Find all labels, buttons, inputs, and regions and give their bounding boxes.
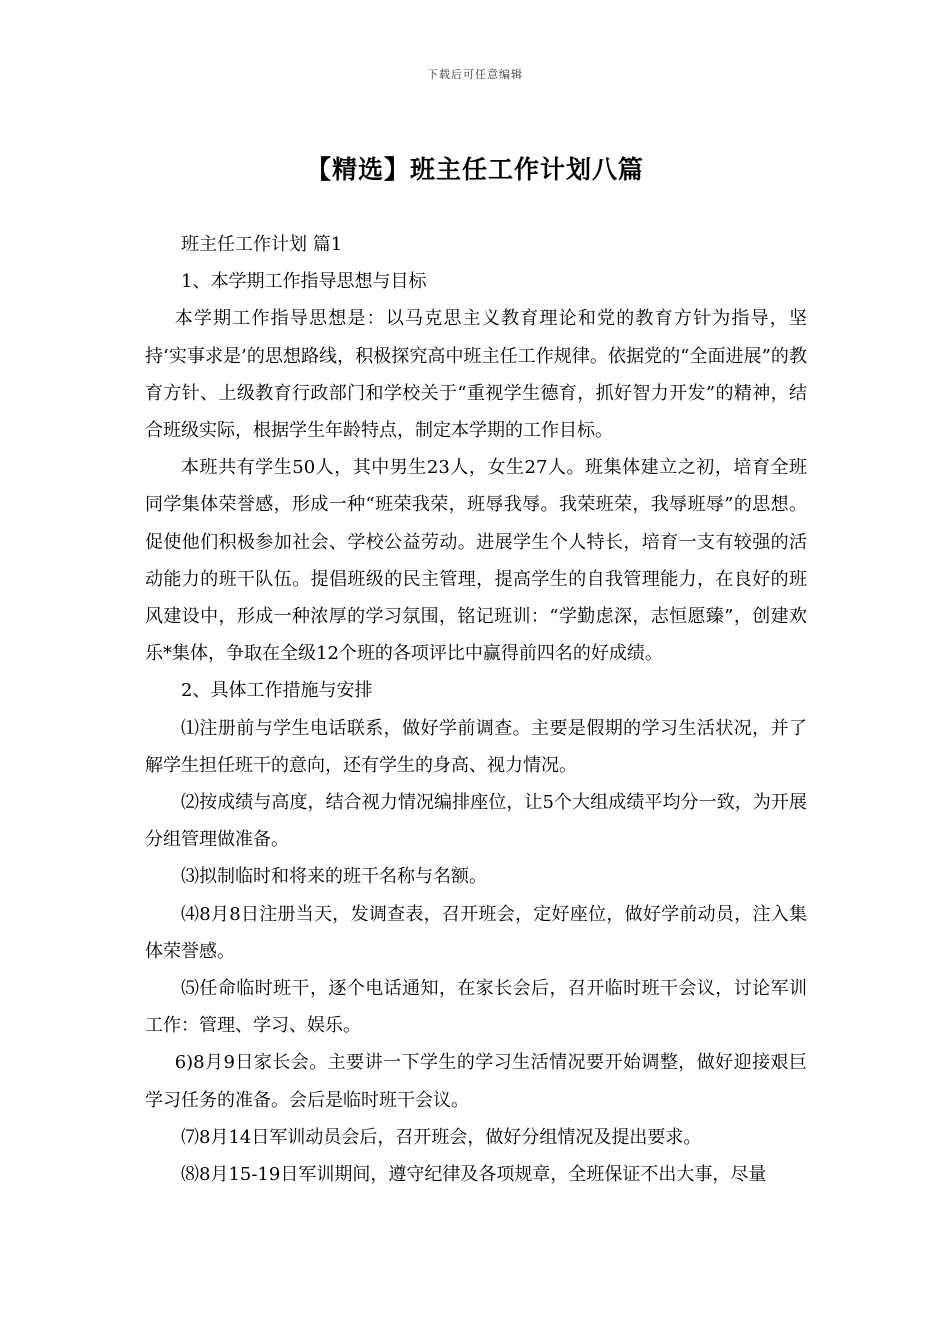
- paragraph: 本班共有学生50人，其中男生23人，女生27人。班集体建立之初，培育全班同学集体荣誉感，形成一种“班荣我荣，班辱我辱。我荣班荣，我辱班辱”的思想。促使他们积极参加社会、学校公益劳动。进展学生个人特长，培育一支有较强的活动能力的班干队伍。提倡班级的民主管理，提高学生的自我管理能力，在良好的班风建设中，形成一种浓厚的学习氛围，铭记班训：“学勤虑深，志恒愿臻”，创建欢乐*集体，争取在全级12个班的各项评比中赢得前四名的好成绩。: [145, 457, 807, 665]
- list-item: ⑸任命临时班干，逐个电话通知，在家长会后，召开临时班干会议，讨论军训工作：管理、学习、娱乐。: [145, 978, 807, 1037]
- header-note: 下载后可任意编辑: [427, 68, 523, 81]
- document-title: 【精选】班主任工作计划八篇: [305, 155, 644, 184]
- list-item: ⑷8月8日注册当天，发调查表，召开班会，定好座位，做好学前动员，注入集体荣誉感。: [145, 903, 807, 962]
- list-item: ⑵按成绩与高度，结合视力情况编排座位，让5个大组成绩平均分一致，为开展分组管理做准备。: [145, 792, 807, 851]
- section-heading: 班主任工作计划 篇1: [181, 234, 343, 255]
- list-item: ⑻8月15-19日军训期间，遵守纪律及各项规章，全班保证不出大事，尽量: [181, 1164, 767, 1186]
- list-item: ⑴注册前与学生电话联系，做好学前调查。主要是假期的学习生活状况，并了解学生担任班干的意向，还有学生的身高、视力情况。: [145, 717, 807, 776]
- subsection-heading: 1、本学期工作指导思想与目标: [181, 271, 427, 293]
- list-item: ⑺8月14日军训动员会后，召开班会，做好分组情况及提出要求。: [181, 1126, 702, 1148]
- list-item: ⑶拟制临时和将来的班干名称与名额。: [181, 866, 487, 888]
- document-body: [145, 226, 807, 1193]
- paragraph: 本学期工作指导思想是：以马克思主义教育理论和党的教育方针为指导，坚持‘实事求是’的思想路线，积极探究高中班主任工作规律。依据党的“全面进展”的教育方针、上级教育行政部门和学校关于“重视学生德育，抓好智力开发”的精神，结合班级实际，根据学生年龄特点，制定本学期的工作目标。: [145, 308, 807, 442]
- subsection-heading: 2、具体工作措施与安排: [181, 680, 373, 702]
- list-item: 6)8月9日家长会。主要讲一下学生的学习生活情况要开始调整，做好迎接艰巨学习任务的准备。会后是临时班干会议。: [145, 1052, 807, 1111]
